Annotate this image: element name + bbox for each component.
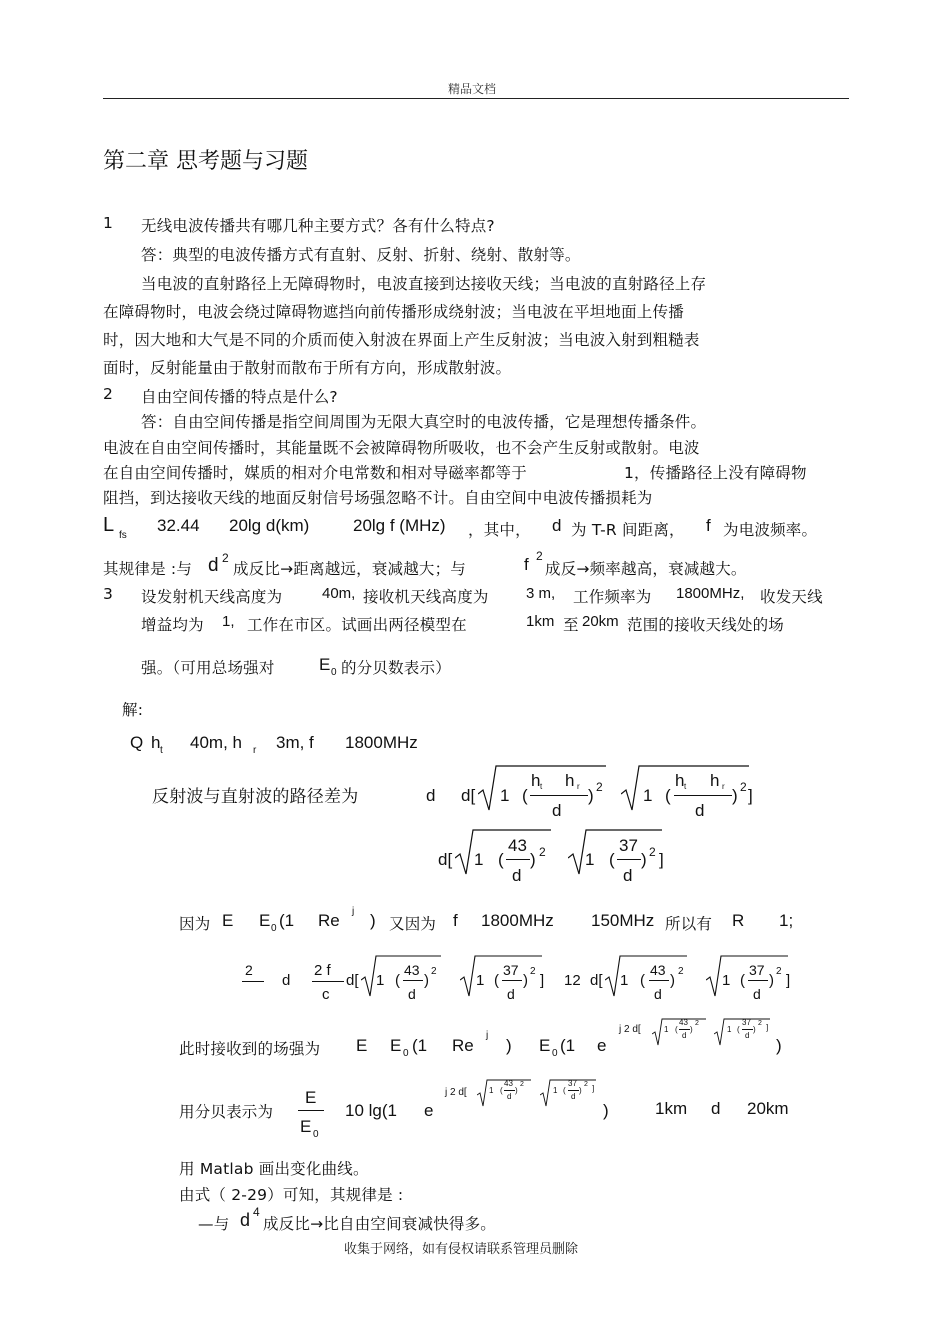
fraction-bar — [298, 1110, 324, 1111]
phase-sq: 2 — [431, 966, 437, 977]
path-label: 反射波与直射波的路径差为 — [152, 787, 359, 807]
q3-text: 工作频率为 — [573, 588, 652, 606]
phase-37: 37 — [503, 962, 519, 978]
q3-value: 3 m, — [526, 585, 556, 602]
q1-question: 无线电波传播共有哪几种主要方式？各有什么特点? — [141, 217, 495, 235]
pd-end: ] — [748, 786, 753, 805]
db-den: d — [571, 1092, 576, 1101]
pd-d-bracket: d[ — [461, 786, 476, 805]
header-rule — [103, 98, 849, 99]
phase-sq: 2 — [530, 966, 536, 977]
phase-12: 12 — [564, 972, 581, 989]
q1-answer-line-5: 面时，反射能量由于散射而散布于所有方向，形成散射波。 — [103, 359, 512, 377]
fraction-bar — [674, 795, 732, 796]
q1-answer-line-2: 当电波的直射路径上无障碍物时，电波直接到达接收天线；当电波的直射路径上存 — [141, 275, 707, 293]
phase-paren: ( — [740, 972, 745, 989]
pd-num-h2: h — [565, 771, 575, 790]
phase-den: d — [408, 986, 416, 1002]
final-law-sup: 4 — [253, 1205, 260, 1219]
field-paren-small: ) — [753, 1025, 756, 1034]
db-sq: 2 — [520, 1081, 524, 1088]
field-close2: ) — [776, 1036, 782, 1055]
pd2-paren: ( — [609, 850, 615, 869]
q3-text: 收发天线 — [760, 588, 823, 606]
db-den: d — [507, 1092, 512, 1101]
because-j: j — [352, 906, 355, 917]
field-paren-small: ) — [690, 1025, 693, 1034]
law-text-b: 成反比→距离越远，衰减越大；与 — [233, 560, 466, 578]
q3-value: 20km — [582, 613, 619, 630]
phase-one: 1 — [722, 972, 731, 989]
pd2-den: d — [623, 866, 633, 885]
field-paren: (1 — [412, 1036, 428, 1055]
fraction-bar — [679, 1029, 690, 1030]
given-h-sub-r: r — [253, 745, 257, 756]
db-range-d: d — [711, 1099, 721, 1118]
phase-paren: ( — [494, 972, 499, 989]
field-E: E — [356, 1036, 368, 1055]
field-Re: Re — [452, 1036, 474, 1055]
phase-two: 2 — [245, 962, 253, 978]
fraction-bar — [748, 980, 768, 981]
field-sq: 2 — [758, 1020, 762, 1027]
because-E0: E — [259, 911, 271, 930]
db-range-b: 20km — [747, 1099, 789, 1118]
q2-answer-line-3b: 1，传播路径上没有障碍物 — [624, 464, 807, 482]
pd2-one: 1 — [585, 850, 595, 869]
pd2-d: d[ — [438, 850, 453, 869]
pd2-one: 1 — [474, 850, 484, 869]
db-one: 1 — [553, 1086, 558, 1095]
because-so: 所以有 — [665, 915, 713, 933]
q3-text: 接收机天线高度为 — [363, 588, 489, 606]
field-E0-sub: 0 — [403, 1048, 409, 1059]
db-paren-small: ( — [563, 1086, 566, 1095]
field-E0b: E — [539, 1036, 551, 1055]
field-37: 37 — [742, 1018, 751, 1027]
q3-text: 至 — [563, 616, 579, 634]
pd-one: 1 — [500, 786, 510, 805]
field-e: e — [597, 1036, 607, 1055]
pd-num-h2: h — [710, 771, 720, 790]
phase-sq: 2 — [776, 966, 782, 977]
field-label: 此时接收到的场强为 — [179, 1040, 321, 1058]
given-value-1: 40m, h — [190, 733, 242, 752]
fraction-bar — [506, 859, 530, 860]
pd2-sq: 2 — [649, 845, 656, 859]
phase-paren: ( — [640, 972, 645, 989]
field-end: ] — [766, 1023, 769, 1032]
formula-d: d — [552, 516, 562, 535]
q3-value: 40m, — [322, 585, 356, 602]
db-close: ) — [603, 1101, 609, 1120]
because-one: 1; — [779, 911, 794, 930]
formula-f-desc: 为电波频率。 — [723, 521, 818, 539]
db-paren-small: ( — [500, 1086, 503, 1095]
final-law-d: d — [240, 1210, 251, 1230]
field-one: 1 — [664, 1025, 669, 1034]
phase-end: ] — [540, 972, 545, 989]
field-E0: E — [390, 1036, 402, 1055]
given-value-2: 3m, f — [276, 733, 314, 752]
q3-E-sub: 0 — [331, 667, 337, 678]
db-expr: 10 lg(1 — [345, 1101, 397, 1120]
phase-den: d — [507, 986, 515, 1002]
q2-number: 2 — [103, 385, 114, 403]
db-exponent: j 2 d[ — [445, 1087, 467, 1098]
phase-paren: ) — [769, 972, 774, 989]
sqrt-icon — [460, 954, 544, 1000]
q3-text: 范围的接收天线处的场 — [627, 616, 785, 634]
because-Re: Re — [318, 911, 340, 930]
q3-text: 设发射机天线高度为 — [141, 588, 283, 606]
formula-d-desc: 为 T-R 间距离， — [571, 521, 685, 539]
formula-term-f: 20lg f (MHz) — [353, 516, 446, 535]
therefore-symbol: Q — [130, 733, 144, 752]
db-end: ] — [592, 1084, 595, 1093]
fraction-bar — [403, 980, 423, 981]
phase-paren: ) — [670, 972, 675, 989]
q1-number: 1 — [103, 214, 114, 232]
phase-d2: d[ — [590, 972, 603, 989]
because-text: 因为 — [179, 915, 211, 933]
db-e: e — [424, 1101, 434, 1120]
field-paren-small: ( — [675, 1025, 678, 1034]
formula-constant: 32.44 — [157, 516, 200, 535]
formula-L-sub: fs — [119, 530, 127, 541]
formula-L: L — [103, 514, 115, 536]
q2-answer-line-4: 阻挡，到达接收天线的地面反射信号场强忽略不计。自由空间中电波传播损耗为 — [103, 489, 653, 507]
q3-value: 1km — [526, 613, 555, 630]
q1-answer-line-3: 在障碍物时，电波会绕过障碍物遮挡向前传播形成绕射波；当电波在平坦地面上传播 — [103, 303, 684, 321]
phase-end: ] — [786, 972, 791, 989]
fraction-bar — [504, 1090, 515, 1091]
db-paren-small: ) — [579, 1086, 582, 1095]
field-one: 1 — [727, 1025, 732, 1034]
sqrt-icon — [361, 954, 443, 1000]
pd-one: 1 — [643, 786, 653, 805]
fraction-bar — [568, 1090, 579, 1091]
pd-paren: ( — [665, 786, 671, 805]
q3-text: 的分贝数表示） — [341, 659, 451, 677]
phase-one: 1 — [620, 972, 629, 989]
pd-den: d — [552, 801, 562, 820]
formula-f: f — [706, 516, 711, 535]
fraction-bar — [742, 1029, 753, 1030]
field-close: ) — [506, 1036, 512, 1055]
phase-43: 43 — [404, 962, 420, 978]
field-43: 43 — [679, 1018, 688, 1027]
q1-answer-line-1: 答：典型的电波传播方式有直射、反射、折射、绕射、散射等。 — [141, 246, 581, 264]
because-v2: 150MHz — [591, 911, 655, 930]
field-den: d — [745, 1031, 750, 1040]
equation-reference-line: 由式（ 2-29）可知，其规律是 : — [179, 1186, 404, 1204]
pd2-paren: ) — [530, 850, 536, 869]
q3-E: E — [319, 655, 331, 674]
field-j: j — [486, 1030, 489, 1041]
given-h: h — [151, 733, 161, 752]
law-text-c: 成反→频率越高，衰减越大。 — [545, 560, 747, 578]
pd-paren: ( — [522, 786, 528, 805]
field-E0b-sub: 0 — [552, 1048, 558, 1059]
law-d: d — [208, 555, 219, 576]
chapter-title: 第二章 思考题与习题 — [103, 149, 308, 174]
phase-den: d — [753, 986, 761, 1002]
given-h-sub-t: t — [160, 745, 163, 756]
q2-question: 自由空间传播的特点是什么? — [141, 388, 338, 406]
given-value-3: 1800MHz — [345, 733, 418, 752]
phase-paren: ) — [424, 972, 429, 989]
q2-answer-line-1: 答：自由空间传播是指空间周围为无限大真空时的电波传播，它是理想传播条件。 — [141, 413, 707, 431]
because-close: ) — [370, 911, 376, 930]
pd2-end: ] — [659, 850, 664, 869]
db-one: 1 — [489, 1086, 494, 1095]
pd2-paren: ( — [498, 850, 504, 869]
because-f: f — [453, 911, 458, 930]
q3-number: 3 — [103, 585, 114, 603]
because-v1: 1800MHz — [481, 911, 554, 930]
phase-paren: ( — [395, 972, 400, 989]
pd2-paren: ) — [641, 850, 647, 869]
db-paren-small: ) — [515, 1086, 518, 1095]
field-paren2: (1 — [560, 1036, 576, 1055]
q2-answer-line-2: 电波在自由空间传播时，其能量既不会被障碍物所吸收，也不会产生反射或散射。电波 — [103, 439, 700, 457]
fraction-bar — [617, 859, 641, 860]
pd-sq: 2 — [740, 780, 747, 794]
q3-text: 工作在市区。试画出两径模型在 — [247, 616, 467, 634]
final-law-b: 成反比→比自由空间衰减快得多。 — [263, 1215, 496, 1233]
db-E0: E — [300, 1117, 312, 1136]
db-37: 37 — [568, 1079, 577, 1088]
because-E: E — [222, 911, 234, 930]
phase-37: 37 — [749, 962, 765, 978]
q2-answer-line-3a: 在自由空间传播时，媒质的相对介电常数和相对导磁率都等于 — [103, 464, 527, 482]
law-f: f — [524, 555, 529, 574]
pd-den: d — [695, 801, 705, 820]
law-d-sup: 2 — [222, 551, 229, 565]
phase-d: d — [282, 972, 291, 989]
because-R: R — [732, 911, 745, 930]
fraction-bar — [502, 980, 522, 981]
sqrt-icon — [706, 954, 790, 1000]
q1-answer-line-4: 时，因大地和大气是不同的介质而使入射波在界面上产生反射波；当电波入射到粗糙表 — [103, 331, 700, 349]
q3-value: 1, — [222, 613, 235, 630]
fraction-bar — [649, 980, 669, 981]
pd-num-h-sub: t — [684, 782, 687, 791]
phase-43: 43 — [650, 962, 666, 978]
q3-value: 1800MHz, — [676, 585, 745, 602]
phase-one: 1 — [376, 972, 385, 989]
pd-num-h: h — [675, 771, 685, 790]
field-paren-small: ( — [737, 1025, 740, 1034]
formula-comma: ，其中， — [468, 521, 531, 539]
pd2-den: d — [512, 866, 522, 885]
phase-d1: d[ — [346, 972, 359, 989]
pd2-37: 37 — [619, 836, 638, 855]
pd-delta-d: d — [426, 786, 436, 805]
because-paren: (1 — [279, 911, 295, 930]
fraction-bar — [242, 981, 264, 982]
pd-num-h-sub: t — [540, 782, 543, 791]
db-label: 用分贝表示为 — [179, 1103, 274, 1121]
phase-one: 1 — [476, 972, 485, 989]
because-E0-sub: 0 — [271, 923, 277, 934]
phase-den: d — [654, 986, 662, 1002]
fraction-bar — [312, 981, 344, 982]
pd-num-h2-sub: r — [577, 782, 580, 791]
db-E0-sub: 0 — [313, 1129, 319, 1140]
solution-label: 解: — [122, 701, 144, 719]
phase-sq: 2 — [678, 966, 684, 977]
law-f-sup: 2 — [536, 549, 543, 563]
db-sq: 2 — [584, 1081, 588, 1088]
pd2-43: 43 — [508, 836, 527, 855]
pd-sq: 2 — [596, 780, 603, 794]
db-43: 43 — [504, 1079, 513, 1088]
pd-paren: ) — [732, 786, 738, 805]
q3-text: 强。（可用总场强对 — [141, 659, 275, 677]
q3-text: 增益均为 — [141, 616, 204, 634]
pd-num-h: h — [531, 771, 541, 790]
sqrt-icon — [605, 954, 689, 1000]
phase-c: c — [322, 986, 330, 1003]
matlab-line: 用 Matlab 画出变化曲线。 — [179, 1160, 369, 1178]
pd2-sq: 2 — [539, 845, 546, 859]
phase-2f: 2 f — [314, 962, 331, 979]
field-sq: 2 — [695, 1020, 699, 1027]
page-footer: 收集于网络，如有侵权请联系管理员删除 — [344, 1242, 579, 1257]
final-law-a: —与 — [198, 1215, 230, 1233]
law-text-a: 其规律是 :与 — [103, 560, 193, 578]
db-E: E — [305, 1088, 317, 1107]
fraction-bar — [530, 795, 588, 796]
phase-paren: ) — [523, 972, 528, 989]
pd-num-h2-sub: r — [722, 782, 725, 791]
because-also: 又因为 — [389, 915, 437, 933]
db-range-a: 1km — [655, 1099, 688, 1118]
field-exponent: j 2 d[ — [619, 1024, 641, 1035]
pd-paren: ) — [588, 786, 594, 805]
formula-term-d: 20lg d(km) — [229, 516, 310, 535]
page-header: 精品文档 — [448, 82, 497, 96]
field-den: d — [682, 1031, 687, 1040]
